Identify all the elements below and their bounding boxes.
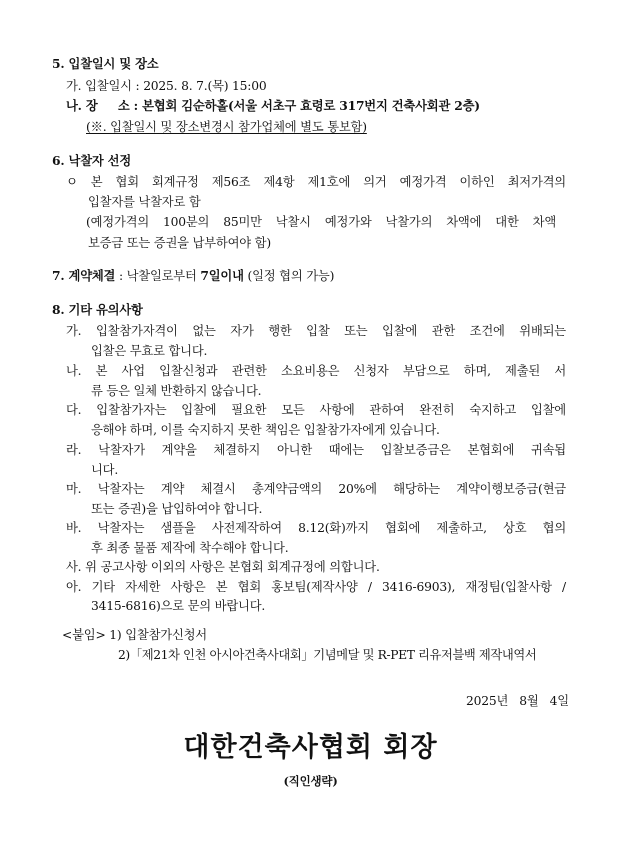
section7-text-c: (일정 협의 가능) (243, 269, 335, 283)
section7-heading: 7. 계약체결 (52, 268, 116, 283)
seal-note: (직인생략) (283, 774, 338, 788)
section8-item-ma-line1: 마. 낙찰자는 계약 체결시 총계약금액의 20%에 해당하는 계약이행보증금(현금 (66, 482, 566, 496)
section8-item-na-line2: 류 등은 일체 반환하지 않습니다. (91, 384, 262, 398)
section8-heading: 8. 기타 유의사항 (52, 302, 143, 317)
section8-item-ba-line2: 후 최종 물품 제작에 착수해야 합니다. (91, 541, 289, 555)
section8-item-ba-line1: 바. 낙찰자는 샘플을 사전제작하여 8.12(화)까지 협회에 제출하고, 상호 협의 (66, 521, 566, 535)
section7-line (52, 268, 334, 284)
attachment-item2: 2)「제21차 인천 아시아건축사대회」기념메달 및 R-PET 리유저블백 제작내역서 (118, 648, 537, 662)
section8-item-ra-line2: 니다. (91, 463, 119, 477)
section6-line3: (예정가격의 100분의 85미만 낙찰시 예정가와 낙찰가의 차액에 대한 차액 (86, 215, 556, 229)
attachment-label: <붙임> (62, 628, 106, 642)
section5-na-value: 본협회 김순하홀(서울 서초구 효령로 317번지 건축사회관 2층) (142, 98, 480, 113)
section8-item-ga-line1: 가. 입찰참가자격이 없는 자가 행한 입찰 또는 입찰에 관한 조건에 위배되는 (66, 324, 566, 338)
section8-item-a-line2: 3415-6816)으로 문의 바랍니다. (91, 599, 266, 613)
section6-line2: 입찰자를 낙찰자로 함 (88, 195, 201, 209)
document-date: 2025년 8월 4일 (465, 694, 569, 708)
attachment-item1: 1) 입찰참가신청서 (109, 628, 207, 642)
section5-ga-label: 가. 입찰일시 : (66, 79, 144, 93)
section8-item-a-line1: 아. 기타 자세한 사항은 본 협회 홍보팀(제작사양 / 3416-6903), 재정팀(입찰사항 / (66, 580, 566, 594)
section6-line4: 보증금 또는 증권을 납부하여야 함) (88, 236, 271, 250)
section5-na-label: 나. 장 소 : (66, 98, 143, 113)
section5-heading: 5. 입찰일시 및 장소 (52, 56, 159, 71)
section5-note: (※. 입찰일시 및 장소변경시 참가업체에 별도 통보함) (86, 120, 367, 134)
section8-item-da-line1: 다. 입찰참가자는 입찰에 필요한 모든 사항에 관하여 완전히 숙지하고 입찰에 (66, 403, 566, 417)
section5-ga-value: 2025. 8. 7.(목) 15:00 (143, 79, 267, 93)
section8-item-ga-line2: 입찰은 무효로 합니다. (91, 344, 208, 358)
section8-item-sa-line1: 사. 위 공고사항 이외의 사항은 본협회 회계규정에 의합니다. (66, 560, 380, 574)
section8-item-ma-line2: 또는 증권)을 납입하여야 합니다. (91, 502, 263, 516)
section6-heading: 6. 낙찰자 선정 (52, 153, 131, 168)
section5-item-na (66, 98, 480, 114)
section8-item-da-line2: 응해야 하며, 이를 숙지하지 못한 책임은 입찰참가자에게 있습니다. (91, 423, 440, 437)
section8-item-na-line1: 나. 본 사업 입찰신청과 관련한 소요비용은 신청자 부담으로 하며, 제출된 서 (66, 364, 566, 378)
signer-title: 대한건축사협회 회장 (183, 732, 438, 763)
section6-line1: ㅇ 본 협회 회계규정 제56조 제4항 제1호에 의거 예정가격 이하인 최저가격의 (66, 175, 566, 189)
section7-text-a: : 낙찰일로부터 (115, 269, 201, 283)
section5-item-ga (66, 78, 267, 94)
attachment-line1 (62, 627, 207, 643)
section8-item-ra-line1: 라. 낙찰자가 계약을 체결하지 아니한 때에는 입찰보증금은 본협회에 귀속됩 (66, 443, 566, 457)
section7-text-b: 7일이내 (200, 268, 244, 283)
